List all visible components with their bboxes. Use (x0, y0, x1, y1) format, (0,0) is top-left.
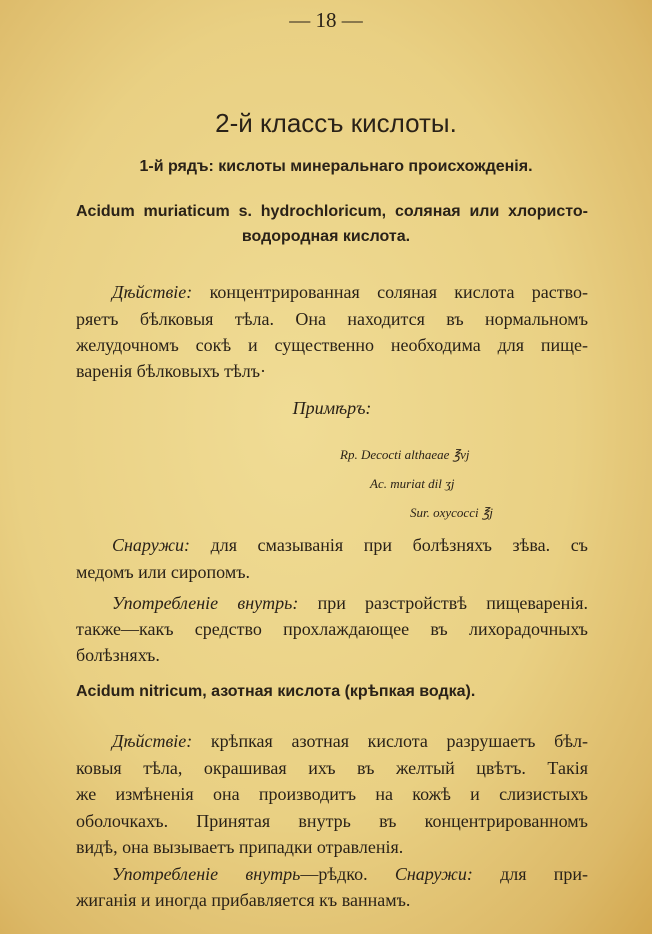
paragraph-line: видѣ, она вызываетъ припадки отравленія. (76, 837, 404, 857)
external-label: Снаружи: (112, 535, 190, 555)
paragraph-line (112, 535, 588, 556)
section-heading: Acidum nitricum, азотная кислота (крѣпкая водка). (76, 683, 476, 700)
paragraph-line: желудочномъ сокѣ и существенно необходима для пище- (76, 335, 588, 355)
paragraph-line (112, 864, 588, 885)
paragraph-line: варенія бѣлковыхъ тѣлъ· (76, 361, 267, 381)
page-title: 2-й классъ кислоты. (215, 108, 457, 138)
page-number: — 18 — (289, 8, 363, 32)
paragraph-line: ряетъ бѣлковыя тѣла. Она находится въ нормальномъ (76, 309, 588, 329)
text: для при- (500, 864, 589, 884)
action-label: Дѣйствіе: (112, 282, 193, 302)
recipe-line: Sur. oxycocci ℥j (410, 505, 493, 520)
text: при разстройствѣ пищеваренія. (317, 593, 588, 613)
internal-label: Употребленіе внутрь: (112, 593, 299, 613)
action-label: Дѣйствіе: (112, 731, 193, 751)
paragraph-line: оболочкахъ. Принятая внутрь въ концентрированномъ (76, 811, 588, 831)
section-heading-cont: водородная кислота. (241, 228, 411, 245)
external-label: Снаружи: (394, 864, 473, 884)
paragraph-line (112, 282, 588, 303)
paragraph-line (112, 731, 588, 752)
example-label: Примѣръ: (292, 398, 372, 418)
paragraph-line: болѣзняхъ. (76, 645, 160, 665)
recipe-line: Ac. muriat dil ʒj (370, 476, 455, 491)
paragraph-line: также—какъ средство прохлаждающее въ лихорадочныхъ (76, 619, 588, 639)
section-heading: Acidum muriaticum s. hydrochloricum, соляная или хлористо- (76, 203, 588, 220)
text: крѣпкая азотная кислота разрушаетъ бѣл- (210, 731, 588, 751)
paragraph-line: же измѣненія она производитъ на кожѣ и слизистыхъ (76, 784, 588, 804)
internal-label: Употребленіе внутрь (112, 864, 301, 884)
text: —рѣдко. (300, 864, 368, 884)
paragraph-line: жиганія и иногда прибавляется къ ваннамъ. (76, 890, 411, 910)
subtitle: 1-й рядъ: кислоты минеральнаго происхожденія. (139, 158, 533, 175)
paragraph-line: ковыя тѣла, окрашивая ихъ въ желтый цвѣтъ. Такія (76, 758, 588, 778)
text: для смазыванія при болѣзняхъ зѣва. съ (210, 535, 588, 555)
paragraph-line (112, 593, 588, 614)
recipe-line: Rp. Decocti althaeae ℥vj (340, 447, 470, 462)
paragraph-line: медомъ или сиропомъ. (76, 562, 251, 582)
text: концентрированная соляная кислота раство- (209, 282, 589, 302)
